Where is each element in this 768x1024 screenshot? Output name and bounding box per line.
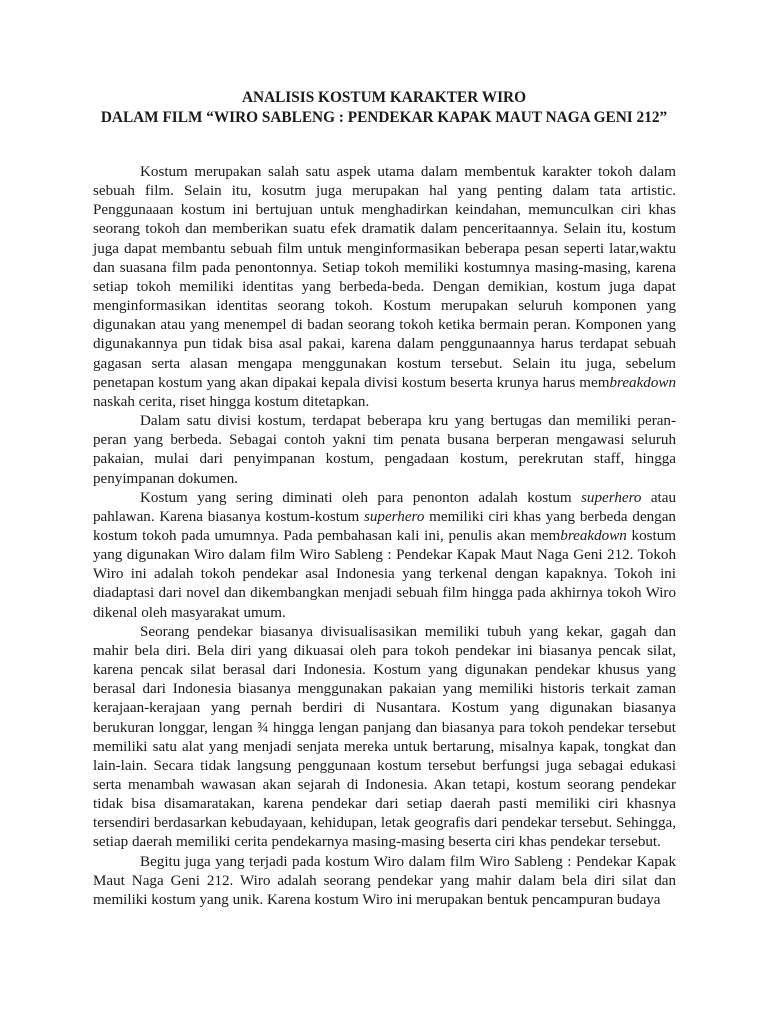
paragraph-3-text: Kostum yang sering diminati oleh para penonton adalah kostum <box>140 489 582 506</box>
paragraph-2 <box>93 412 676 489</box>
document-title <box>92 88 676 128</box>
title-line-2: DALAM FILM “WIRO SABLENG : PENDEKAR KAPAK MAUT NAGA GENI 212” <box>100 109 668 126</box>
title-line-1: ANALISIS KOSTUM KARAKTER WIRO <box>241 89 527 106</box>
document-body <box>93 163 676 910</box>
paragraph-3-text-3: memiliki ciri khas yang berbeda dengan kostum tokoh pada umumnya. Pada pembahasan kali ini, penulis akan mem <box>93 508 676 544</box>
paragraph-1 <box>93 163 676 412</box>
paragraph-3 <box>93 489 676 623</box>
paragraph-3-text-end: kostum yang digunakan Wiro dalam film Wiro Sableng : Pendekar Kapak Maut Naga Geni 212. Tokoh Wiro ini adalah tokoh pendekar asal Indonesia yang terkenal dengan kapaknya. Tokoh ini diadaptasi dari novel dan dikembangkan menjadi sebuah film hingga pada akhirnya tokoh Wiro dikenal oleh masyarakat umum. <box>93 527 676 621</box>
paragraph-4 <box>93 623 676 853</box>
paragraph-3-italic-term-2: superhero <box>364 508 425 525</box>
paragraph-3-text-2: atau pahlawan. Karena biasanya kostum-kostum <box>93 489 676 525</box>
paragraph-2-text: Dalam satu divisi kostum, terdapat beberapa kru yang bertugas dan memiliki peran-peran yang berbeda. Sebagai contoh yakni tim penata busana berperan mengawasi seluruh pakaian, mulai dari penyimpanan kostum, pengadaan kostum, perekrutan staff, hingga penyimpanan dokumen. <box>93 413 676 487</box>
paragraph-5-text: Begitu juga yang terjadi pada kostum Wiro dalam film Wiro Sableng : Pendekar Kapak Maut Naga Geni 212. Wiro adalah seorang pendekar yang mahir dalam bela diri silat dan memiliki kostum yang unik. Karena kostum Wiro ini merupakan bentuk pencampuran budaya <box>93 853 676 908</box>
paragraph-4-text: Seorang pendekar biasanya divisualisasikan memiliki tubuh yang kekar, gagah dan mahir bela diri. Bela diri yang dikuasai oleh para tokoh pendekar ini biasanya pencak silat, karena pencak silat berasal dari Indonesia. Kostum yang digunakan pendekar khusus yang berasal dari Indonesia biasanya menggunakan pakaian yang memiliki historis terkait zaman kerajaan-kerajaan yang pernah berdiri di Nusantara. Kostum yang digunakan biasanya berukuran longgar, lengan ¾ hingga lengan panjang dan biasanya para tokoh pendekar tersebut memiliki satu alat yang menjadi senjata mereka untuk bertarung, misalnya kapak, tongkat dan lain-lain. Secara tidak langsung penggunaan kostum tersebut berfungsi juga sebagai edukasi serta menambah wawasan akan sejarah di Indonesia. Akan tetapi, kostum seorang pendekar tidak bisa disamaratakan, karena pendekar dari setiap daerah pasti memiliki ciri khasnya tersendiri berdasarkan kebudayaan, kehidupan, letak geografis dari pendekar tersebut. Sehingga, setiap daerah memiliki cerita pendekarnya masing-masing beserta ciri khas pendekar tersebut. <box>93 623 676 851</box>
paragraph-1-text-end: naskah cerita, riset hingga kostum ditetapkan. <box>93 393 370 410</box>
paragraph-3-italic-term-3: breakdown <box>560 527 627 544</box>
paragraph-5 <box>93 853 676 910</box>
paragraph-1-italic-term: breakdown <box>609 374 676 391</box>
paragraph-1-text: Kostum merupakan salah satu aspek utama dalam membentuk karakter tokoh dalam sebuah film. Selain itu, kosutm juga merupakan hal yang penting dalam tata artistic. Penggunaaan kostum ini bertujuan untuk menghadirkan keindahan, memunculkan ciri khas seorang tokoh dan memberikan suatu efek dramatik dalam penceritaannya. Selain itu, kostum juga dapat membantu sebuah film untuk menginformasikan beberapa pesan seperti latar,waktu dan suasana film pada penontonnya. Setiap tokoh memiliki kostumnya masing-masing, karena setiap tokoh memiliki identitas yang berbeda-beda. Dengan demikian, kostum juga dapat menginformasikan identitas seorang tokoh. Kostum merupakan seluruh komponen yang digunakan atau yang menempel di badan seorang tokoh ketika bermain peran. Komponen yang digunakannya pun tidak bisa asal pakai, karena dalam penggunaannya harus terdapat sebuah gagasan serta alasan mengapa menggunakan kostum tersebut. Selain itu juga, sebelum penetapan kostum yang akan dipakai kepala divisi kostum beserta krunya harus mem <box>93 164 676 391</box>
paragraph-3-italic-term: superhero <box>581 489 642 506</box>
